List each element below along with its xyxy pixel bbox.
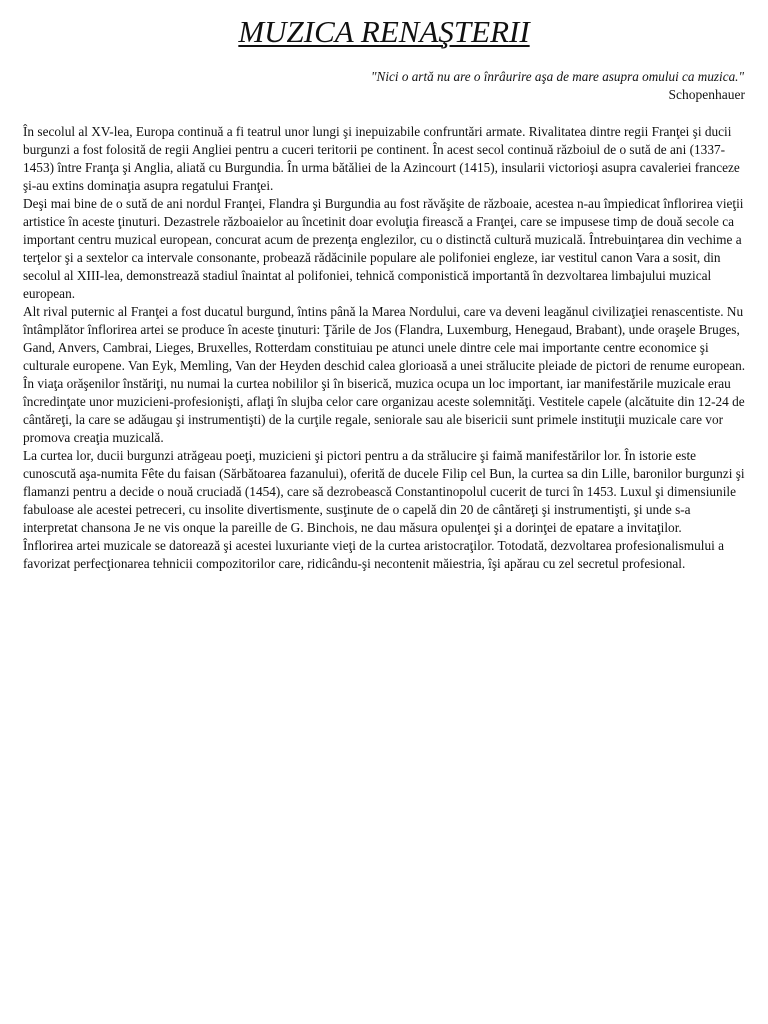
epigraph-author: Schopenhauer — [668, 87, 745, 102]
paragraph: Înflorirea artei muzicale se datorează şi acestei luxuriante vieţi de la curtea aristocraţilor. Totodată, dezvoltarea profesionalismului a favorizat perfecţionarea tehnicii compozitorilor care, ridicându-şi necontenit măiestria, îşi apărau cu zel secretul profesional. — [23, 538, 725, 571]
paragraph: În secolul al XV-lea, Europa continuă a fi teatrul unor lungi şi inepuizabile confruntări armate. Rivalitatea dintre regii Franţei şi ducii burgunzi a fost folosită de regii Angliei pentru a cuceri teritorii pe continent. În acest secol continuă războiul de o sută de ani (1337-1453) între Franţa şi Anglia, aliată cu Burgundia. În urma bătăliei de la Azincourt (1415), insularii victorioşi asupra cavaleriei franceze şi-au extins dominaţia asupra regatului Franţei. — [23, 124, 740, 193]
paragraph: În viaţa orăşenilor înstăriţi, nu numai la curtea nobililor şi în biserică, muzica ocupa un loc important, iar manifestările muzicale erau încredinţate unor muzicieni-profesionişti, aflaţi în slujba celor care organizau aceste solemnităţi. Vestitele capele (alcătuite din 12-24 de cântăreţi, la care se adăugau şi instrumentişti) de la curţile regale, seniorale sau ale bisericii sunt primele instituţii muzicale care vor promova creaţia muzicală. — [23, 376, 745, 445]
paragraph: La curtea lor, ducii burgunzi atrăgeau poeţi, muzicieni şi pictori pentru a da strălucire şi faimă manifestărilor lor. În istorie este cunoscută aşa-numita Fête du faisan (Sărbătoarea fazanului), oferită de ducele Filip cel Bun, la curtea sa din Lille, baronilor burgunzi şi flamanzi pentru a decide o nouă cruciadă (1454), care să dezrobească Constantinopolul cucerit de turci în 1453. Luxul şi dimensiunile fabuloase ale acestei petreceri, cu insolite divertismente, susţinute de o capelă din 20 de cântăreţi şi instrumentişti, şi unde s-a interpretat chansona Je ne vis onque la pareille de G. Binchois, ne dau măsura opulenţei şi a dorinţei de epatare a invitaţilor. — [23, 448, 745, 535]
document-title: MUZICA RENAŞTERII — [238, 14, 530, 49]
paragraph: Alt rival puternic al Franţei a fost ducatul burgund, întins până la Marea Nordului, care va deveni leagănul civilizaţiei renascentiste. Nu întâmplător înflorirea artei se produce în aceste ţinuturi: Ţările de Jos (Flandra, Luxemburg, Henegaud, Brabant), unde oraşele Bruges, Gand, Anvers, Cambrai, Lieges, Bruxelles, Rotterdam constituiau pe atunci unele dintre cele mai importante centre economice şi culturale europene. Van Eyk, Memling, Van der Heyden deschid calea glorioasă a unei strălucite pleiade de pictori de renume european. — [23, 304, 746, 373]
paragraph: Deşi mai bine de o sută de ani nordul Franţei, Flandra şi Burgundia au fost răvăşite de războaie, acestea n-au împiedicat înflorirea vieţii artistice în aceste ţinuturi. Dezastrele războaielor au încetinit doar evoluţia firească a Franţei, care se impusese timp de două secole ca important centru muzical european, concurat acum de prezenţa englezilor, cu o distinctă cultură muzicală. Întrebuinţarea din vechime a terţelor şi a sextelor ca intervale consonante, probează rădăcinile populare ale polifoniei engleze, iar vestitul canon Vara a sosit, din secolul al XIII-lea, demonstrează stadiul înaintat al polifoniei, tehnică componistică importantă în dezvoltarea limbajului muzical european. — [23, 196, 744, 301]
body-text — [23, 123, 746, 573]
epigraph-quote: "Nici o artă nu are o înrâurire aşa de mare asupra omului ca muzica." — [371, 69, 744, 84]
